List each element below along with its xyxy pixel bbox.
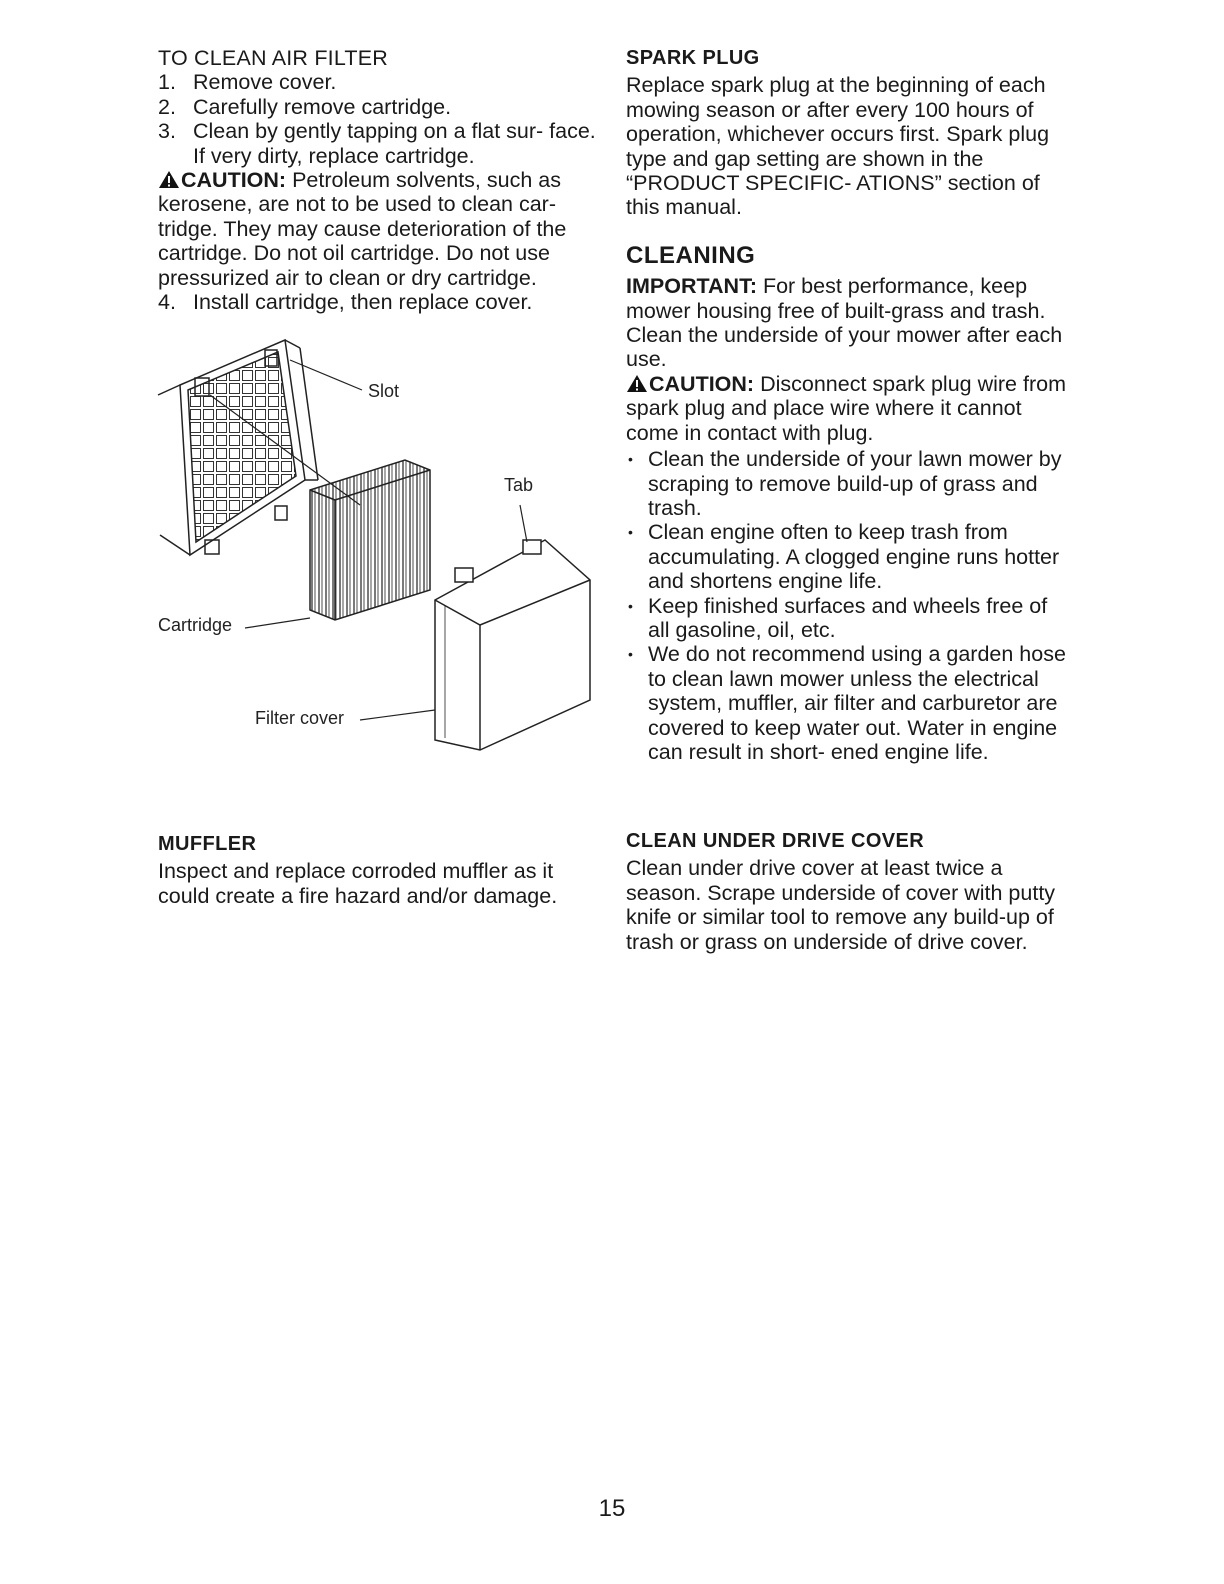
caution-label: CAUTION: [649,371,755,396]
drive-cover-title: CLEAN UNDER DRIVE COVER [626,830,925,852]
air-filter-caution [158,168,603,290]
cartridge [310,460,430,620]
warning-triangle-icon [158,170,180,189]
list-item: • Clean engine often to keep trash from accumulating. A clogged engine runs hotter and shortens engine life. [626,520,1066,593]
step-number: 2. [158,94,176,119]
slot-label: Slot [368,381,400,401]
air-filter-diagram [150,330,610,760]
cartridge-label: Cartridge [158,615,233,635]
step-item [158,95,603,119]
list-item: • Keep finished surfaces and wheels free of all gasoline, oil, etc. [626,594,1066,643]
drive-cover-text: Clean under drive cover at least twice a season. Scrape underside of cover with putty knife or similar tool to remove any build-up of trash or grass on underside of drive cover. [626,856,1056,954]
air-filter-steps-cont [158,290,603,314]
step-text: Install cartridge, then replace cover. [193,290,533,315]
spark-plug-text: Replace spark plug at the beginning of each mowing season or after every 100 hours of operation, whichever occurs first. Spark plug type and gap setting are shown in the “PRODUCT SPECIFIC- ATIONS” section of this manual. [626,73,1050,220]
list-item: • Clean the underside of your lawn mower by scraping to remove build-up of grass and trash. [626,447,1066,520]
right-column [626,46,1066,764]
filter-housing [158,340,318,555]
list-item: • We do not recommend using a garden hose to clean lawn mower unless the electrical system, muffler, air filter and carburetor are covered to keep water out. Water in engine can result in short- ened engine life. [626,642,1066,764]
step-item [158,290,603,314]
caution-text: Disconnect spark plug wire from spark plug and place wire where it cannot come in contact with plug. [626,371,1066,445]
cleaning-important [626,274,1066,372]
filter-cover [435,540,590,750]
filter-cover-label: Filter cover [255,708,345,728]
important-label: IMPORTANT: [626,274,757,299]
cleaning-bullets [626,447,1066,764]
page-number: 15 [598,1495,626,1522]
step-number: 4. [158,290,176,315]
muffler-title: MUFFLER [158,833,257,855]
caution-text: Petroleum solvents, such as kerosene, are not to be used to clean car- tridge. They may cause deterioration of the cartridge. Do not oil cartridge. Do not use pressurized air to clean or dry cartridge. [158,168,567,290]
warning-triangle-icon [626,374,648,393]
air-filter-steps [158,70,603,168]
step-text: Carefully remove cartridge. [193,94,452,119]
step-number: 3. [158,119,176,144]
air-filter-section [158,46,603,314]
muffler-text: Inspect and replace corroded muffler as it could create a fire hazard and/or damage. [158,859,558,908]
air-filter-title: TO CLEAN AIR FILTER [158,46,389,70]
step-item [158,119,603,168]
important-text: For best performance, keep mower housing free of built-grass and trash. Clean the underside of your mower after each use. [626,274,1063,372]
cleaning-title: CLEANING [626,241,756,269]
tab-label: Tab [504,475,534,495]
cleaning-caution [626,372,1066,445]
muffler-section [158,832,603,908]
step-number: 1. [158,70,176,95]
step-text: Clean by gently tapping on a flat sur- face. If very dirty, replace cartridge. [193,119,596,168]
caution-label: CAUTION: [181,168,287,193]
spark-plug-title: SPARK PLUG [626,47,760,69]
drive-cover-section [626,829,1066,954]
step-text: Remove cover. [193,70,337,95]
step-item [158,70,603,94]
